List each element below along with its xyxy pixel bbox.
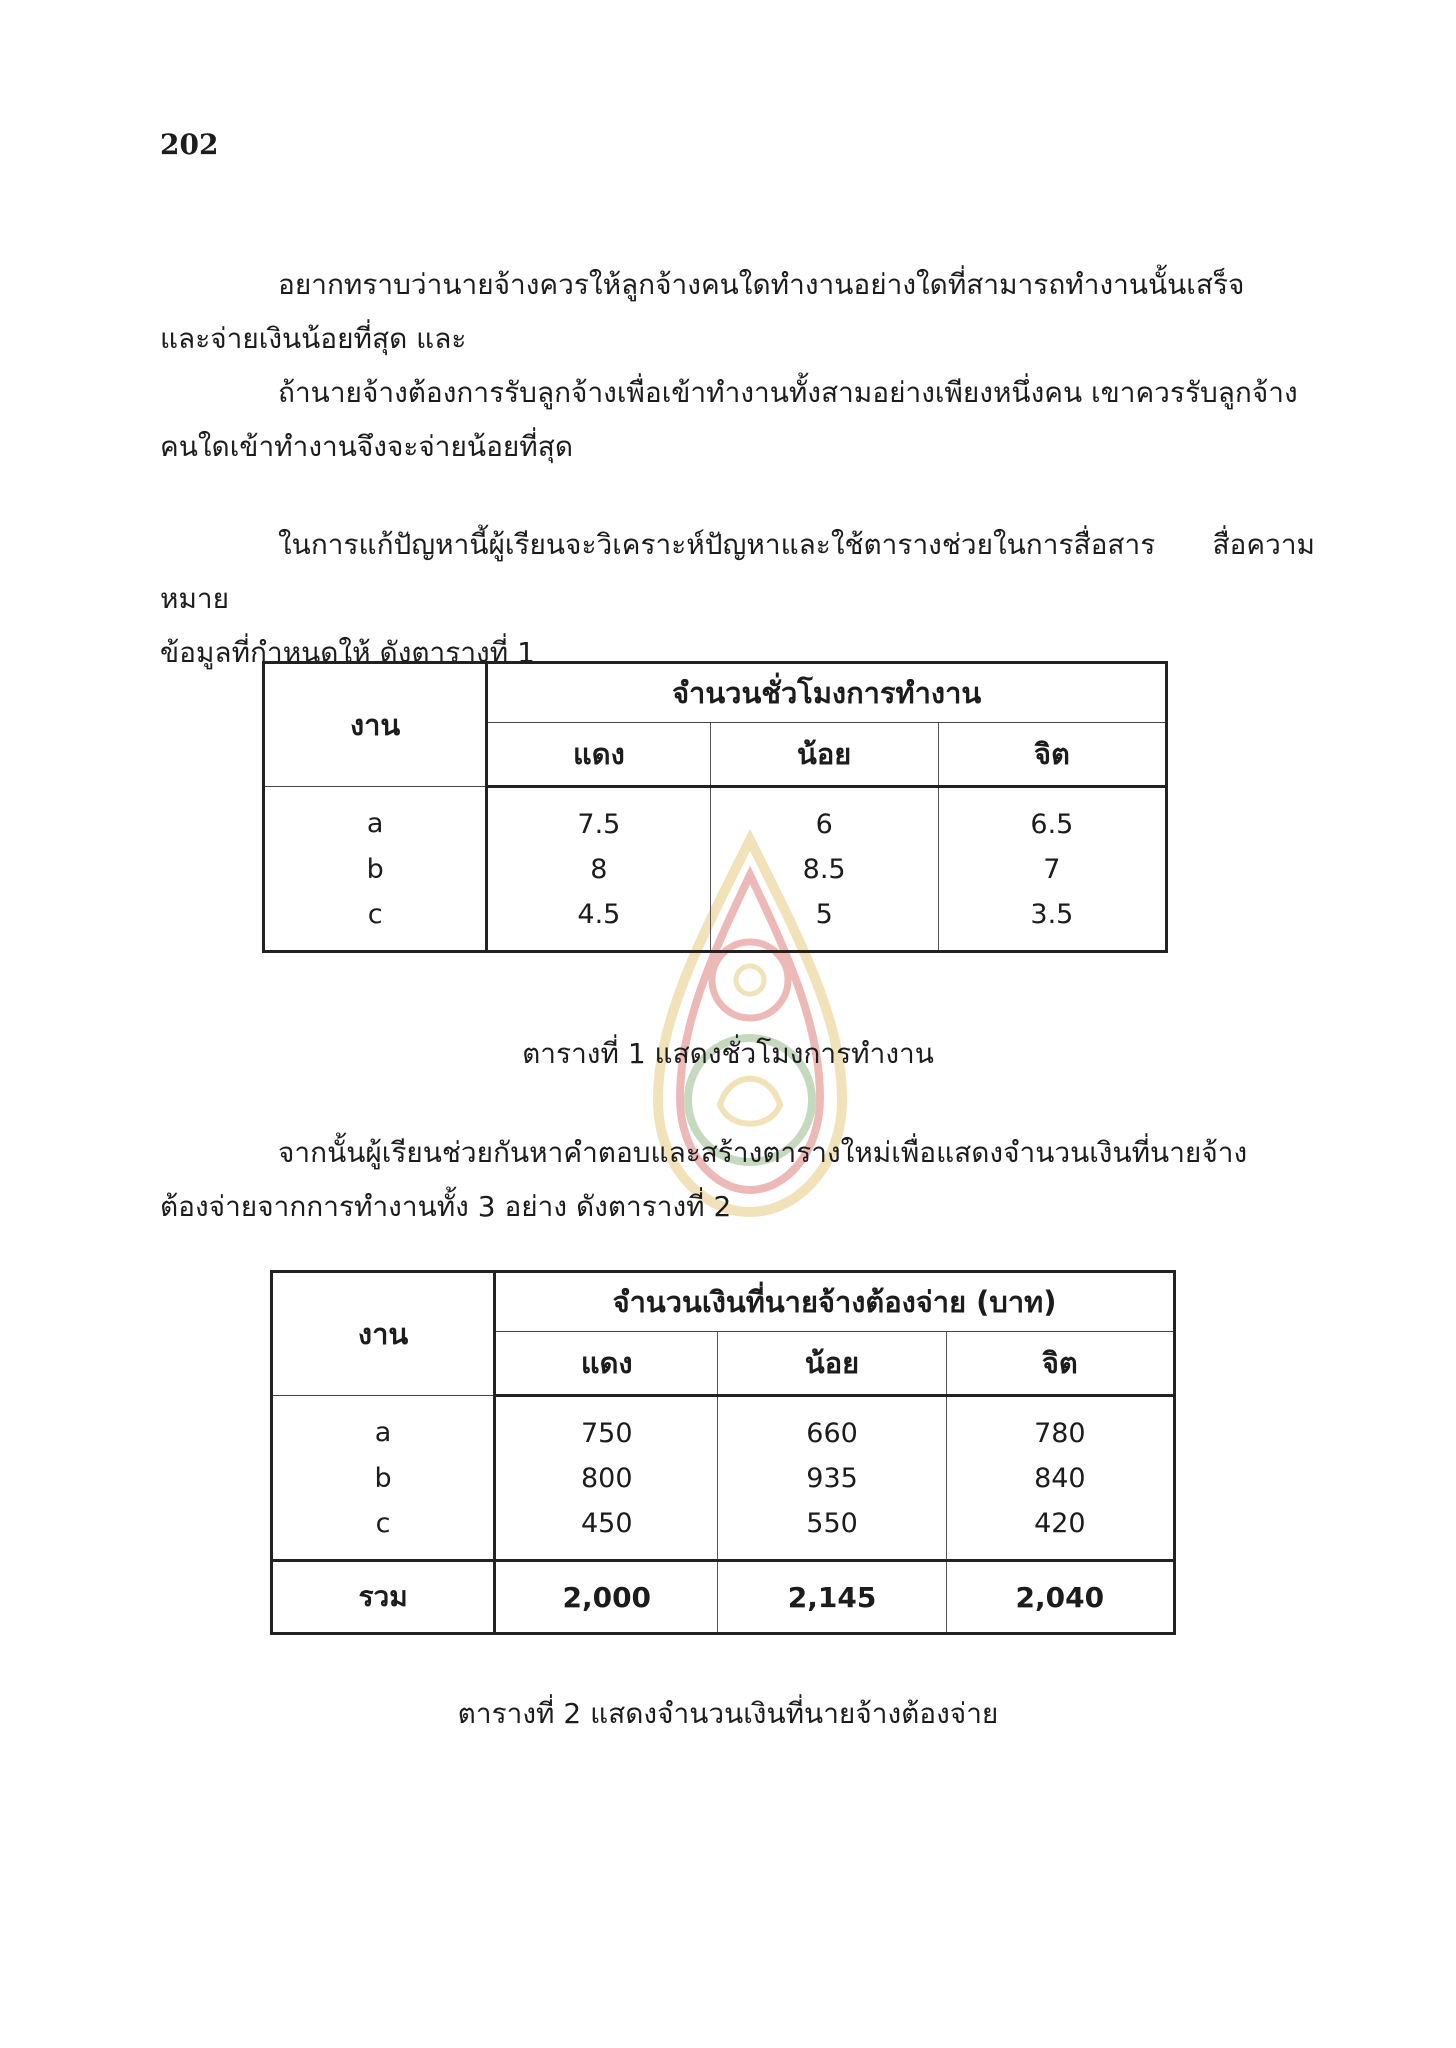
total-label: รวม [272, 1561, 495, 1634]
table-row [264, 842, 1167, 896]
table1-cell: 5 [710, 896, 938, 952]
table-row [272, 1396, 1175, 1452]
table1-cell: 8.5 [710, 842, 938, 896]
total-cell: 2,145 [718, 1561, 946, 1634]
table1-col-header: น้อย [710, 723, 938, 787]
table1-cell: 8 [487, 842, 710, 896]
table2-cell: 660 [718, 1396, 946, 1452]
table2-cell: 800 [495, 1451, 718, 1505]
table2-cell: 450 [495, 1505, 718, 1561]
page-number: 202 [160, 128, 219, 161]
table1-cell: 6.5 [1030, 808, 1074, 840]
paragraph-4: จากนั้นผู้เรียนช่วยกันหาคำตอบและสร้างตารางใหม่เพื่อแสดงจำนวนเงินที่นายจ้าง ต้องจ่ายจากการทำงานทั้ง 3 อย่าง ดังตารางที่ 2 [160, 1136, 1248, 1223]
table-row [272, 1451, 1175, 1505]
total-cell: 2,040 [946, 1561, 1174, 1634]
table2-cell: 420 [1034, 1507, 1086, 1539]
table1-cell: 4.5 [487, 896, 710, 952]
table1-cell: 7 [1043, 853, 1061, 885]
total-cell: 2,000 [495, 1561, 718, 1634]
table1-job-cell: b [264, 842, 487, 896]
paragraph-2: ถ้านายจ้างต้องการรับลูกจ้างเพื่อเข้าทำงานทั้งสามอย่างเพียงหนึ่งคน เขาควรรับลูกจ้าง คนใดเข้าทำงานจึงจะจ่ายน้อยที่สุด [160, 376, 1298, 463]
total-row [272, 1561, 1175, 1634]
table2-cell: 550 [718, 1505, 946, 1561]
table1-group-header: จำนวนชั่วโมงการทำงาน [487, 663, 1167, 723]
work-hours-table [262, 661, 1168, 953]
table-row [264, 896, 1167, 952]
table2-col-header: น้อย [718, 1332, 946, 1396]
table2-caption: ตารางที่ 2 แสดงจำนวนเงินที่นายจ้างต้องจ่าย [457, 1697, 999, 1730]
paragraph-3: ในการแก้ปัญหานี้ผู้เรียนจะวิเคราะห์ปัญหาและใช้ตารางช่วยในการสื่อสาร สื่อความหมาย ข้อมูลที่กำหนดให้ ดังตารางที่ 1 [160, 528, 1315, 669]
table-row [264, 787, 1167, 843]
table2-col-header: แดง [495, 1332, 718, 1396]
wage-table [270, 1270, 1176, 1635]
table2-col-header: จิต [946, 1332, 1174, 1396]
table2-job-cell: c [272, 1505, 495, 1561]
table1-caption: ตารางที่ 1 แสดงชั่วโมงการทำงาน [522, 1037, 934, 1070]
table1-cell: 3.5 [1030, 898, 1074, 930]
table1-job-cell: a [264, 787, 487, 843]
table2-cell: 750 [495, 1396, 718, 1452]
table2-cell: 780 [1034, 1417, 1086, 1449]
table1-col-header: จิต [938, 723, 1166, 787]
table-row [272, 1505, 1175, 1561]
table2-group-header: จำนวนเงินที่นายจ้างต้องจ่าย (บาท) [495, 1272, 1175, 1332]
table1-job-header: งาน [264, 663, 487, 787]
table2-cell: 840 [1034, 1462, 1086, 1494]
table1-cell: 7.5 [487, 787, 710, 843]
table1-col-header: แดง [487, 723, 710, 787]
table2-job-cell: a [272, 1396, 495, 1452]
table2-job-header: งาน [272, 1272, 495, 1396]
table2-cell: 935 [718, 1451, 946, 1505]
table2-job-cell: b [272, 1451, 495, 1505]
paragraph-1: อยากทราบว่านายจ้างควรให้ลูกจ้างคนใดทำงานอย่างใดที่สามารถทำงานนั้นเสร็จ และจ่ายเงินน้อยที่สุด และ [160, 268, 1245, 355]
table1-job-cell: c [264, 896, 487, 952]
table1-cell: 6 [710, 787, 938, 843]
